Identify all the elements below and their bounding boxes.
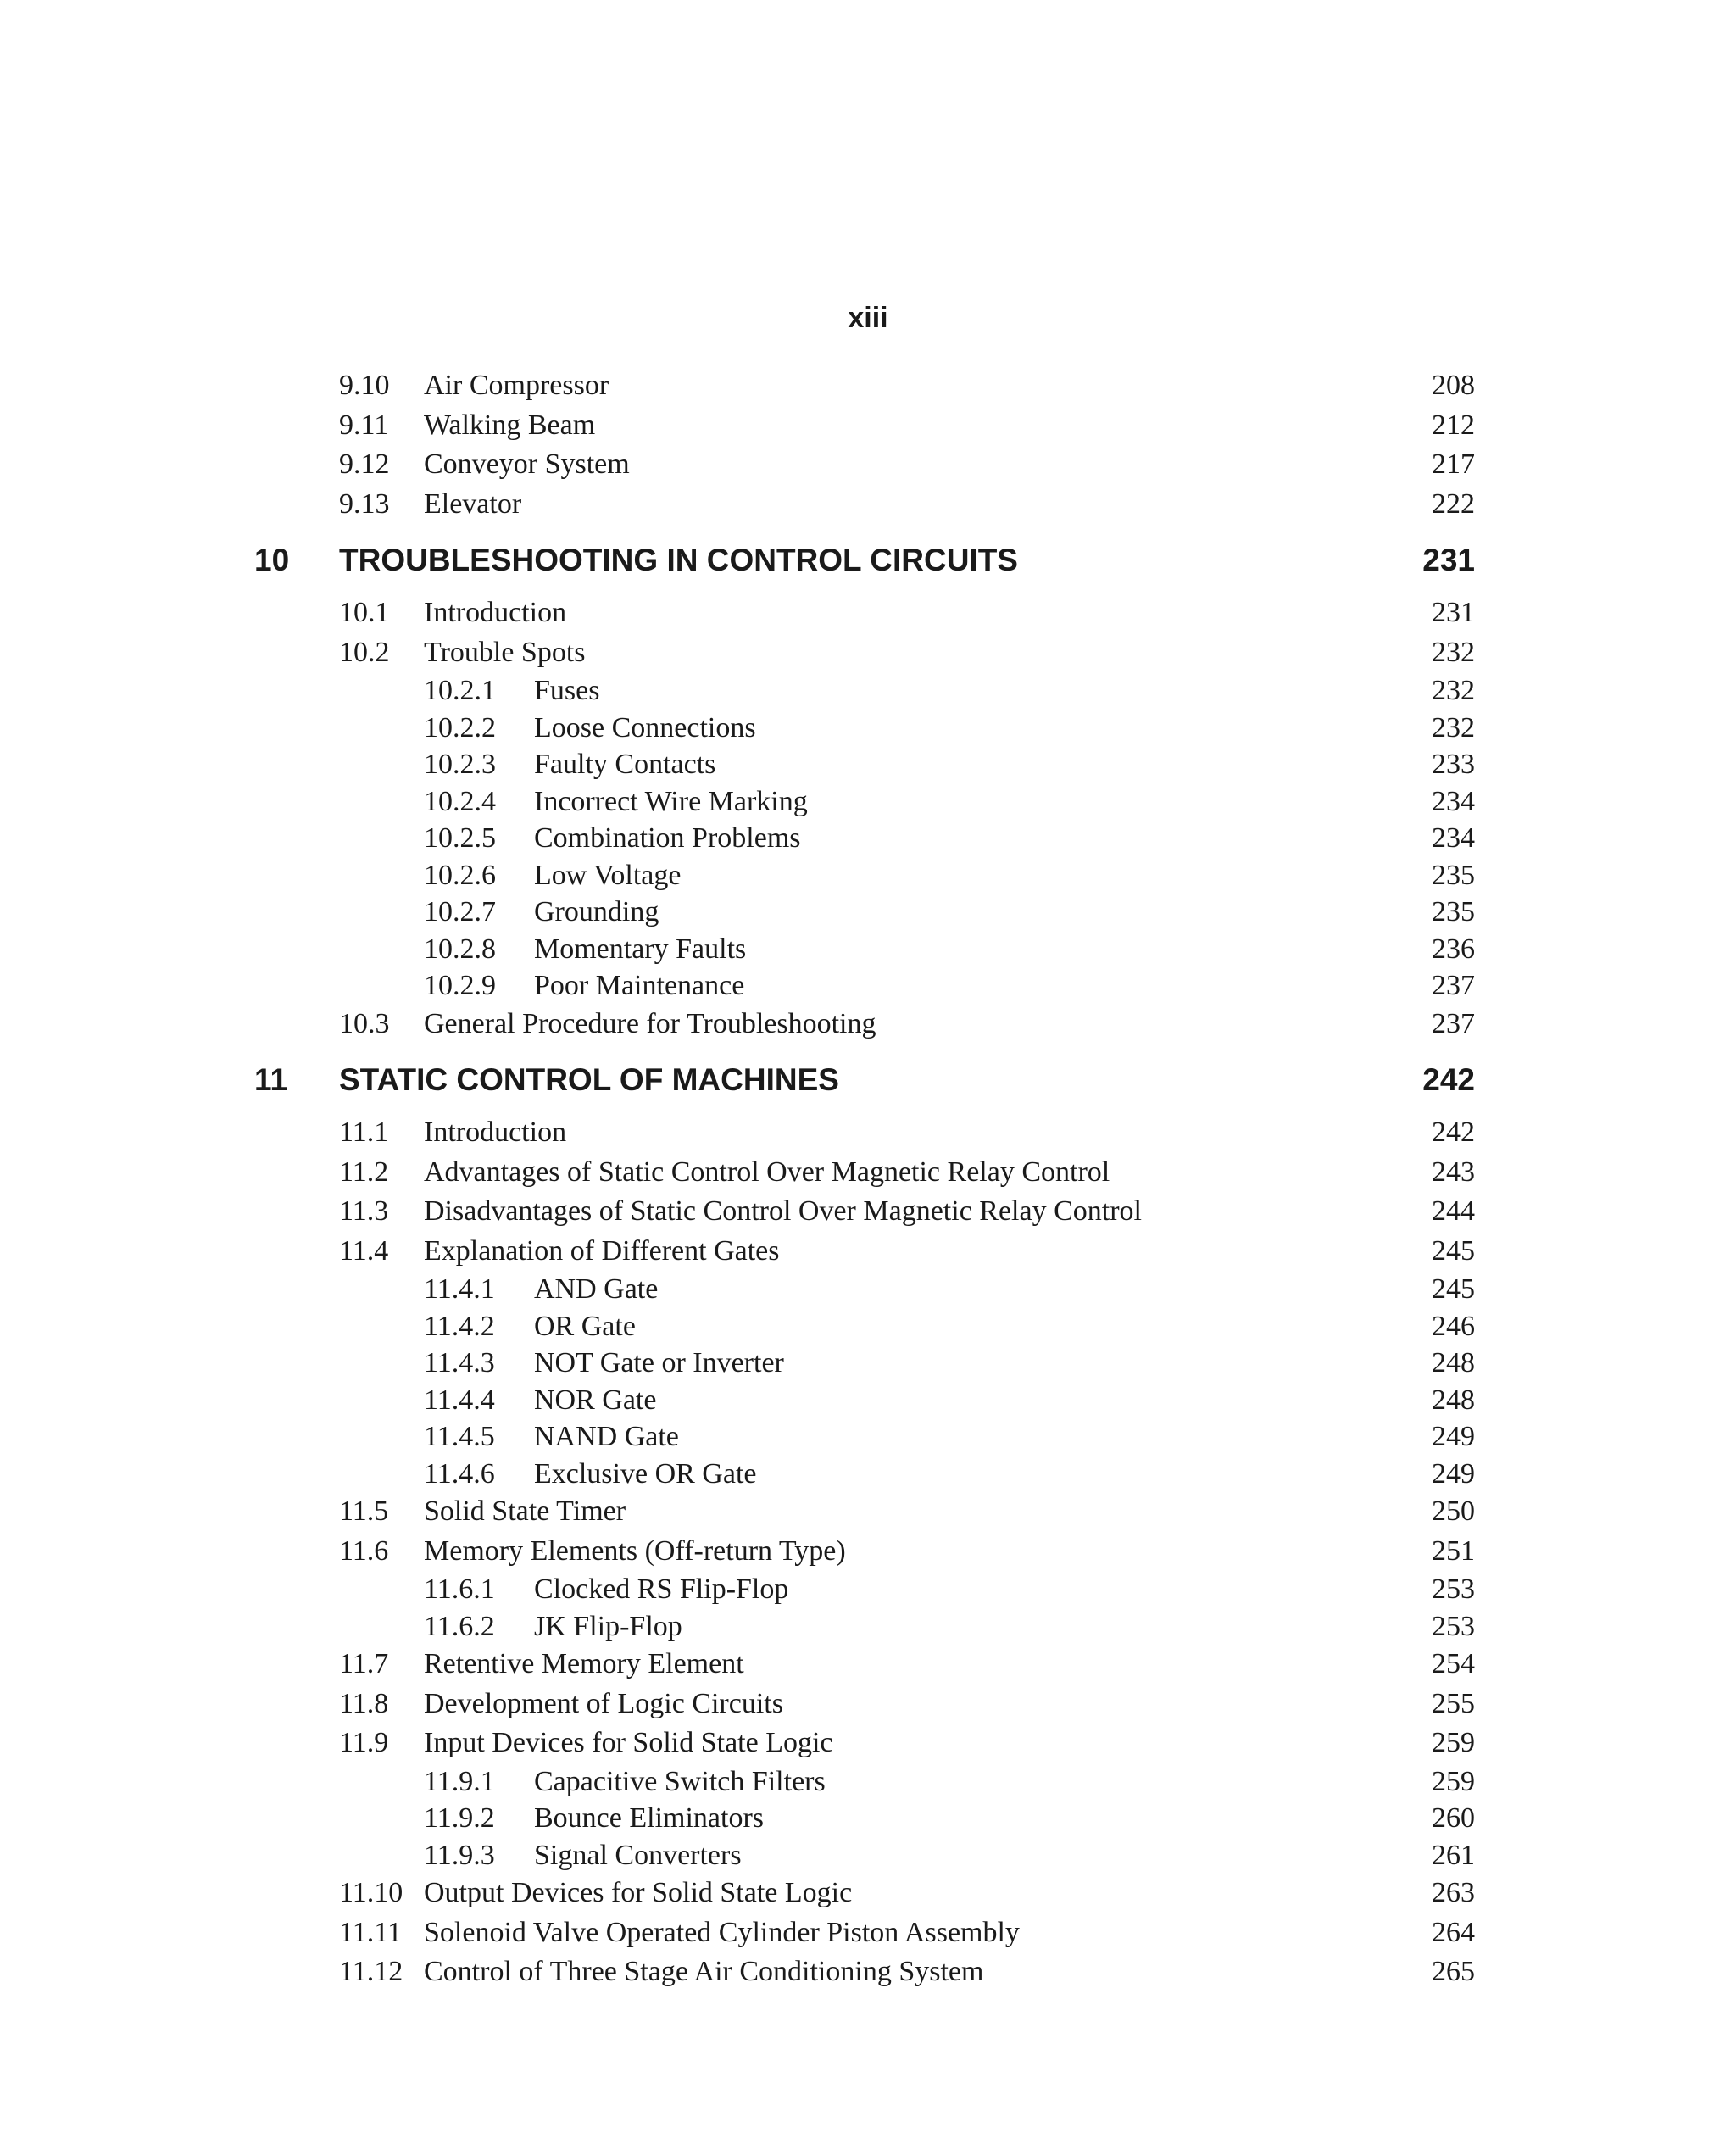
entry-title: Memory Elements (Off-return Type) — [424, 1534, 846, 1567]
entry-page-number: 235 — [1432, 859, 1475, 891]
entry-number: 11.4 — [339, 1234, 389, 1267]
toc-subsection-entry — [254, 1763, 1475, 1801]
entry-page-number: 242 — [1422, 1062, 1475, 1097]
entry-page-number: 244 — [1432, 1195, 1475, 1227]
toc-section-entry — [254, 593, 1475, 633]
entry-title: NOR Gate — [534, 1384, 657, 1416]
entry-page-number: 245 — [1432, 1234, 1475, 1267]
toc-subsection-entry — [254, 1608, 1475, 1646]
entry-page-number: 261 — [1432, 1839, 1475, 1871]
entry-page-number: 249 — [1432, 1421, 1475, 1452]
entry-title: OR Gate — [534, 1310, 636, 1342]
entry-number: 11 — [254, 1062, 288, 1097]
entry-number: 10.2.5 — [424, 822, 496, 854]
entry-number: 11.4.3 — [424, 1347, 495, 1378]
toc-subsection-entry — [254, 1418, 1475, 1456]
toc-section-entry — [254, 1113, 1475, 1153]
toc-subsection-entry — [254, 672, 1475, 710]
entry-page-number: 245 — [1432, 1273, 1475, 1305]
entry-title: Low Voltage — [534, 859, 682, 891]
entry-title: Incorrect Wire Marking — [534, 785, 808, 817]
entry-page-number: 259 — [1432, 1765, 1475, 1797]
entry-title: AND Gate — [534, 1273, 659, 1305]
entry-number: 11.9.2 — [424, 1802, 495, 1834]
entry-page-number: 231 — [1432, 597, 1475, 628]
entry-page-number: 248 — [1432, 1384, 1475, 1416]
entry-title: Trouble Spots — [424, 636, 586, 668]
entry-number: 10.2.3 — [424, 749, 496, 780]
entry-page-number: 253 — [1432, 1610, 1475, 1642]
entry-page-number: 246 — [1432, 1310, 1475, 1342]
toc-subsection-entry — [254, 1382, 1475, 1419]
entry-title: Explanation of Different Gates — [424, 1234, 780, 1267]
entry-page-number: 249 — [1432, 1457, 1475, 1490]
toc-subsection-entry — [254, 931, 1475, 968]
entry-title: Faulty Contacts — [534, 749, 716, 780]
toc-chapter-entry — [254, 1052, 1475, 1108]
entry-page-number: 236 — [1432, 933, 1475, 965]
entry-page-number: 254 — [1432, 1648, 1475, 1679]
entry-page-number: 232 — [1432, 636, 1475, 668]
entry-number: 10.2.9 — [424, 970, 496, 1001]
entry-title: STATIC CONTROL OF MACHINES — [339, 1062, 839, 1097]
toc-section-entry — [254, 1874, 1475, 1913]
entry-page-number: 231 — [1422, 543, 1475, 577]
entry-title: Loose Connections — [534, 711, 756, 743]
entry-title: Air Compressor — [424, 370, 609, 401]
entry-page-number: 263 — [1432, 1877, 1475, 1908]
entry-number: 10.3 — [339, 1007, 390, 1039]
entry-number: 11.5 — [339, 1495, 389, 1527]
entry-page-number: 242 — [1432, 1117, 1475, 1148]
entry-title: JK Flip-Flop — [534, 1610, 682, 1642]
entry-number: 10.2.8 — [424, 933, 496, 965]
toc-subsection-entry — [254, 1308, 1475, 1345]
entry-title: NAND Gate — [534, 1421, 679, 1452]
entry-page-number: 234 — [1432, 822, 1475, 854]
entry-page-number: 260 — [1432, 1802, 1475, 1834]
toc-subsection-entry — [254, 1571, 1475, 1608]
entry-number: 10.2.2 — [424, 711, 496, 743]
entry-number: 10 — [254, 543, 290, 577]
entry-page-number: 212 — [1432, 409, 1475, 441]
entry-title: Walking Beam — [424, 409, 596, 441]
toc-subsection-entry — [254, 1271, 1475, 1308]
entry-page-number: 264 — [1432, 1916, 1475, 1948]
toc-section-entry — [254, 1645, 1475, 1685]
entry-number: 11.4.5 — [424, 1421, 495, 1452]
entry-title: Conveyor System — [424, 448, 630, 480]
table-of-contents — [254, 366, 1475, 1992]
toc-section-entry — [254, 406, 1475, 446]
entry-title: Retentive Memory Element — [424, 1648, 744, 1679]
entry-title: Solid State Timer — [424, 1495, 626, 1527]
entry-page-number: 251 — [1432, 1534, 1475, 1567]
toc-subsection-entry — [254, 746, 1475, 783]
entry-number: 11.9 — [339, 1727, 389, 1758]
toc-subsection-entry — [254, 1345, 1475, 1382]
entry-page-number: 248 — [1432, 1347, 1475, 1378]
entry-title: Output Devices for Solid State Logic — [424, 1877, 853, 1908]
entry-number: 11.12 — [339, 1956, 403, 1987]
entry-number: 11.4.2 — [424, 1310, 495, 1342]
entry-title: Input Devices for Solid State Logic — [424, 1727, 833, 1758]
entry-title: Disadvantages of Static Control Over Magnetic Relay Control — [424, 1195, 1142, 1227]
toc-section-entry — [254, 1492, 1475, 1532]
entry-page-number: 250 — [1432, 1495, 1475, 1527]
toc-section-entry — [254, 1532, 1475, 1572]
entry-page-number: 237 — [1432, 1007, 1475, 1039]
entry-number: 11.3 — [339, 1195, 389, 1227]
entry-number: 10.2.4 — [424, 785, 496, 817]
entry-number: 9.12 — [339, 448, 390, 480]
entry-page-number: 232 — [1432, 675, 1475, 706]
entry-page-number: 222 — [1432, 487, 1475, 520]
entry-title: Clocked RS Flip-Flop — [534, 1573, 789, 1605]
entry-title: Grounding — [534, 896, 659, 927]
entry-page-number: 232 — [1432, 711, 1475, 743]
toc-section-entry — [254, 445, 1475, 485]
entry-title: Control of Three Stage Air Conditioning System — [424, 1956, 984, 1987]
entry-title: Advantages of Static Control Over Magnetic Relay Control — [424, 1156, 1110, 1188]
toc-section-entry — [254, 1913, 1475, 1953]
toc-subsection-entry — [254, 967, 1475, 1005]
entry-title: Combination Problems — [534, 822, 801, 854]
entry-number: 11.1 — [339, 1117, 389, 1148]
entry-number: 11.4.6 — [424, 1457, 495, 1490]
entry-page-number: 237 — [1432, 970, 1475, 1001]
entry-page-number: 255 — [1432, 1687, 1475, 1719]
entry-title: General Procedure for Troubleshooting — [424, 1007, 876, 1039]
entry-title: Capacitive Switch Filters — [534, 1765, 826, 1797]
entry-number: 11.8 — [339, 1687, 389, 1719]
toc-section-entry — [254, 366, 1475, 406]
entry-title: Poor Maintenance — [534, 970, 745, 1001]
entry-title: TROUBLESHOOTING IN CONTROL CIRCUITS — [339, 543, 1018, 577]
toc-subsection-entry — [254, 1800, 1475, 1837]
toc-section-entry — [254, 1724, 1475, 1763]
entry-page-number: 217 — [1432, 448, 1475, 480]
entry-title: Development of Logic Circuits — [424, 1687, 783, 1719]
toc-subsection-entry — [254, 820, 1475, 857]
entry-number: 11.6.2 — [424, 1610, 495, 1642]
entry-title: Introduction — [424, 1117, 567, 1148]
entry-title: Introduction — [424, 597, 567, 628]
entry-number: 10.2.7 — [424, 896, 496, 927]
toc-subsection-entry — [254, 894, 1475, 931]
entry-number: 10.1 — [339, 597, 390, 628]
toc-section-entry — [254, 1153, 1475, 1193]
entry-page-number: 243 — [1432, 1156, 1475, 1188]
toc-subsection-entry — [254, 1837, 1475, 1874]
page-number: xiii — [848, 302, 888, 334]
entry-title: Elevator — [424, 487, 522, 520]
toc-section-entry — [254, 1232, 1475, 1272]
entry-page-number: 235 — [1432, 896, 1475, 927]
entry-number: 11.4.4 — [424, 1384, 495, 1416]
entry-title: Bounce Eliminators — [534, 1802, 765, 1834]
toc-section-entry — [254, 1952, 1475, 1992]
entry-number: 11.10 — [339, 1877, 403, 1908]
entry-number: 9.11 — [339, 409, 389, 441]
entry-number: 11.6 — [339, 1534, 389, 1567]
entry-page-number: 259 — [1432, 1727, 1475, 1758]
entry-title: Signal Converters — [534, 1839, 742, 1871]
entry-number: 11.7 — [339, 1648, 389, 1679]
entry-number: 11.11 — [339, 1916, 402, 1948]
toc-section-entry — [254, 1005, 1475, 1044]
entry-number: 9.10 — [339, 370, 390, 401]
entry-title: NOT Gate or Inverter — [534, 1347, 784, 1378]
toc-section-entry — [254, 1685, 1475, 1724]
entry-page-number: 233 — [1432, 749, 1475, 780]
entry-title: Exclusive OR Gate — [534, 1457, 757, 1490]
toc-section-entry — [254, 1192, 1475, 1232]
entry-title: Solenoid Valve Operated Cylinder Piston Assembly — [424, 1916, 1020, 1948]
entry-number: 11.9.3 — [424, 1839, 495, 1871]
entry-number: 10.2 — [339, 636, 390, 668]
toc-section-entry — [254, 485, 1475, 525]
toc-section-entry — [254, 633, 1475, 673]
entry-title: Fuses — [534, 675, 600, 706]
entry-page-number: 234 — [1432, 785, 1475, 817]
entry-number: 11.9.1 — [424, 1765, 495, 1797]
entry-page-number: 253 — [1432, 1573, 1475, 1605]
entry-page-number: 265 — [1432, 1956, 1475, 1987]
entry-number: 11.6.1 — [424, 1573, 495, 1605]
entry-number: 10.2.1 — [424, 675, 496, 706]
entry-number: 10.2.6 — [424, 859, 496, 891]
toc-subsection-entry — [254, 1456, 1475, 1493]
entry-page-number: 208 — [1432, 370, 1475, 401]
entry-number: 11.2 — [339, 1156, 389, 1188]
entry-title: Momentary Faults — [534, 933, 747, 965]
toc-subsection-entry — [254, 783, 1475, 821]
toc-subsection-entry — [254, 857, 1475, 894]
entry-number: 9.13 — [339, 487, 390, 520]
toc-subsection-entry — [254, 710, 1475, 747]
toc-chapter-entry — [254, 532, 1475, 588]
entry-number: 11.4.1 — [424, 1273, 495, 1305]
